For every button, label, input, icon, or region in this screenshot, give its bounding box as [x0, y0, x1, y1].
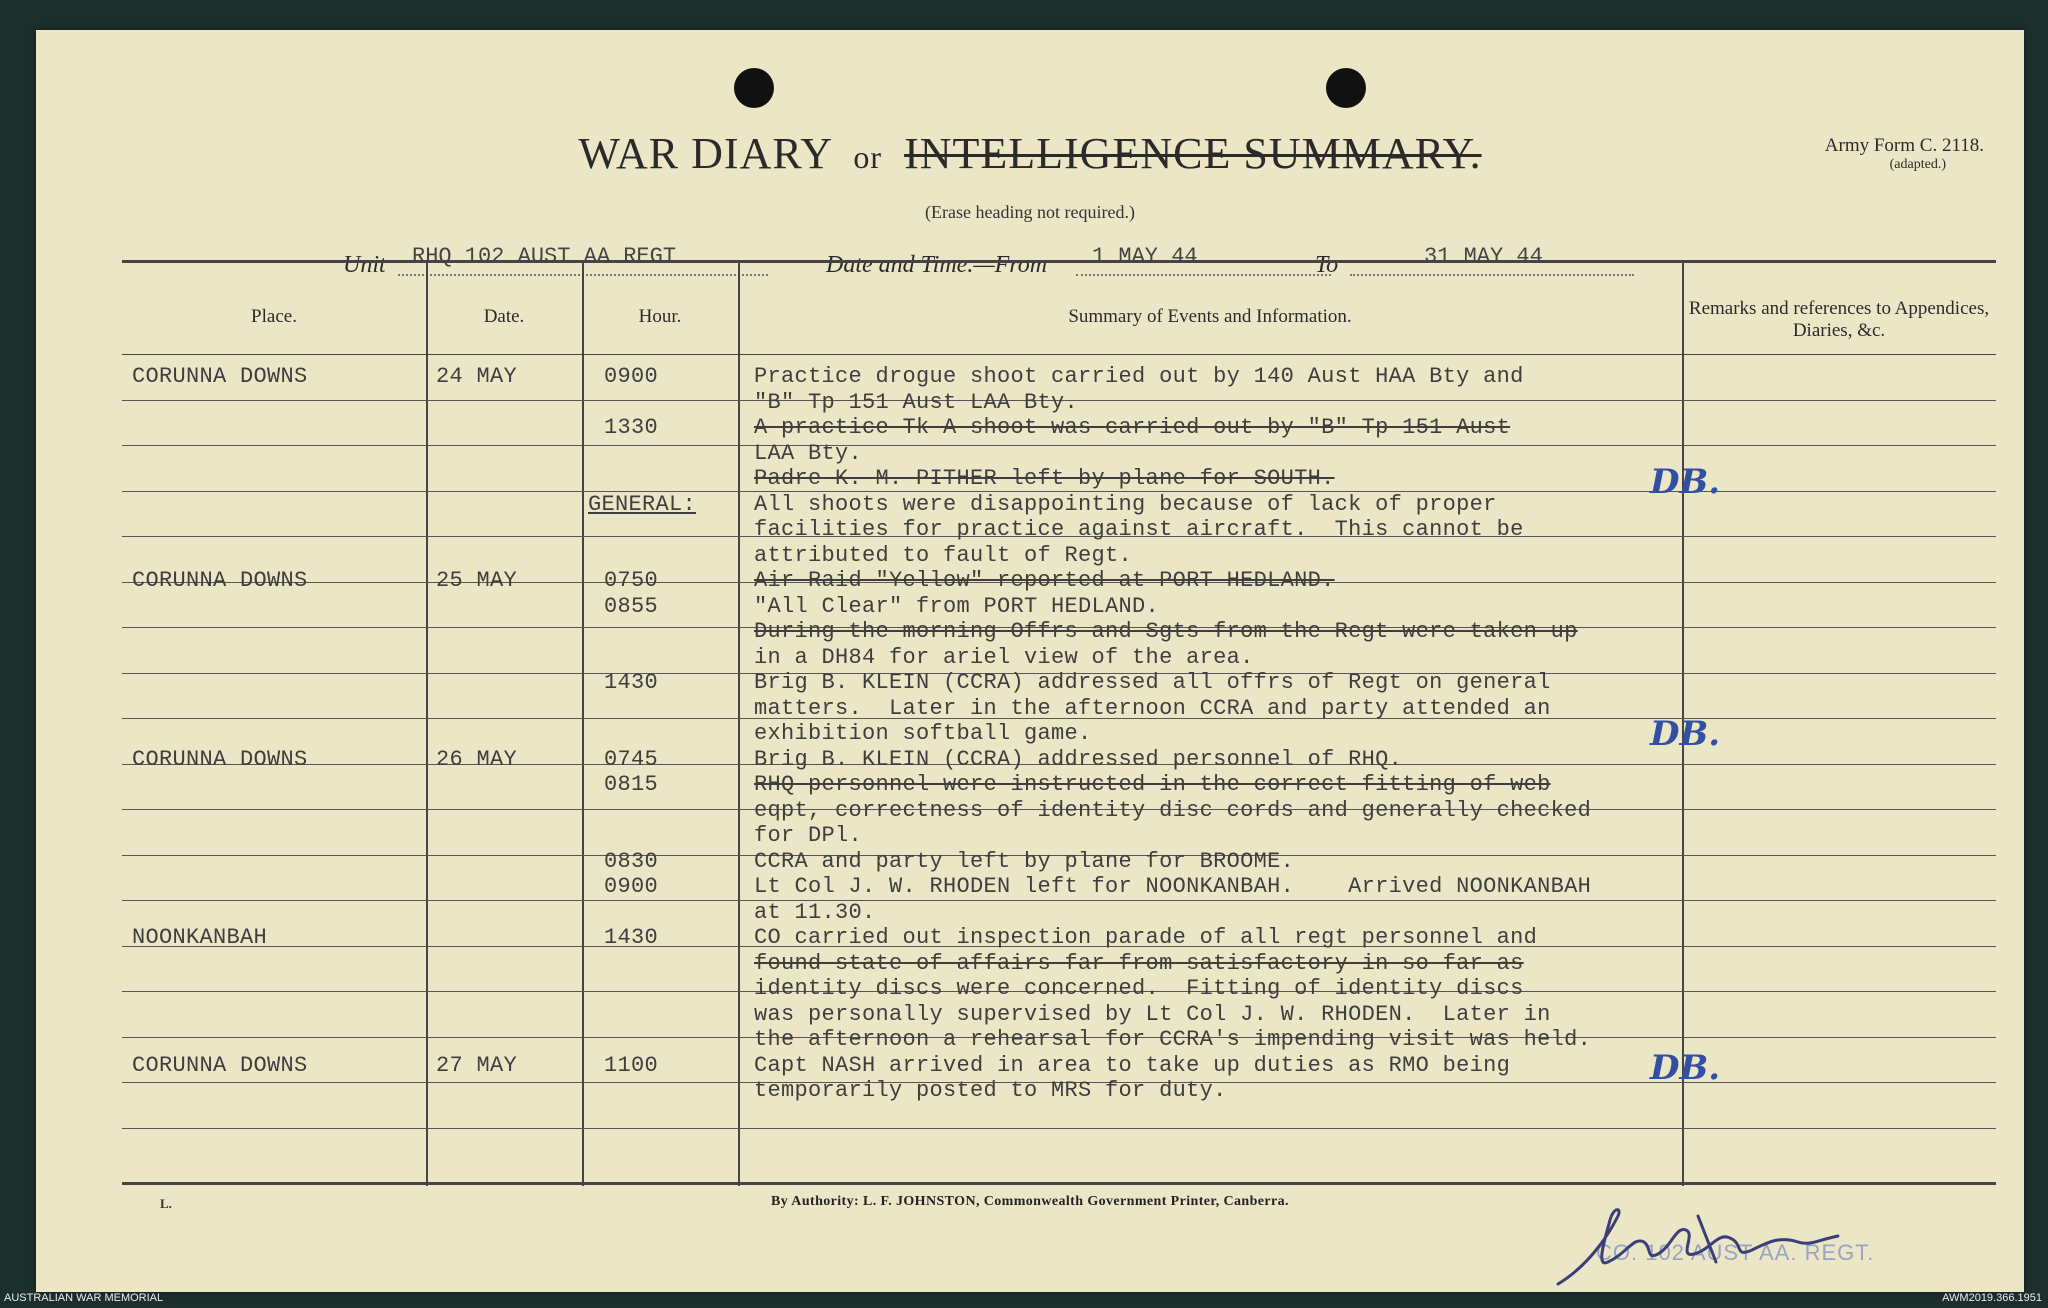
- entry-hour: 0900: [604, 364, 659, 389]
- table-rule-line: [426, 1082, 582, 1083]
- punch-hole: [734, 68, 774, 108]
- printer-authority: By Authority: L. F. JOHNSTON, Commonwealth Government Printer, Canberra.: [771, 1194, 1289, 1209]
- entry-date: 25 MAY: [436, 568, 518, 593]
- table-rule-line: [426, 809, 582, 810]
- entry-place: CORUNNA DOWNS: [132, 1052, 308, 1078]
- entry-summary-line: in a DH84 for ariel view of the area.: [754, 644, 1254, 670]
- table-rule-line: [426, 445, 582, 446]
- entry-date: 24 MAY: [436, 364, 518, 389]
- entry-place: CORUNNA DOWNS: [132, 364, 308, 389]
- entry-place: CORUNNA DOWNS: [132, 568, 308, 593]
- table-rule-line: [122, 673, 426, 674]
- col-head-date: Date.: [483, 306, 525, 327]
- entry-summary-line: "B" Tp 151 Aust LAA Bty.: [754, 389, 1079, 415]
- entry-date: 27 MAY: [436, 1052, 518, 1078]
- entry-hour: 0750: [604, 568, 659, 593]
- table-rule-line: [122, 809, 426, 810]
- table-rule-line: [582, 718, 738, 719]
- table-rule-line: [738, 1128, 1682, 1129]
- entry-hour: 0815: [604, 772, 659, 797]
- unit-value: RHQ 102 AUST AA REGT: [412, 244, 677, 269]
- entry-summary-line: Capt NASH arrived in area to take up duties as RMO being: [754, 1052, 1511, 1078]
- entry-summary-line: for DPl.: [754, 823, 863, 848]
- entry-summary-line: facilities for practice against aircraft. This cannot be: [754, 517, 1524, 542]
- entry-summary-line: All shoots were disappointing because of lack of proper: [754, 491, 1497, 517]
- entry-summary-line: the afternoon a rehearsal for CCRA's impending visit was held.: [754, 1027, 1592, 1052]
- title-main: WAR DIARY: [578, 129, 832, 178]
- entry-summary-line: A practice Tk A shoot was carried out by "B" Tp 151 Aust: [754, 415, 1511, 440]
- entry-summary-line: LAA Bty.: [754, 440, 863, 466]
- entry-hour: 0745: [604, 746, 659, 772]
- entry-hour: 1100: [604, 1052, 659, 1078]
- table-rule-line: [1682, 764, 1996, 765]
- table-rule-line: [426, 900, 582, 901]
- entry-summary-line: found state of affairs far from satisfactory in so far as: [754, 950, 1524, 976]
- table-rule-line: [122, 1128, 426, 1129]
- unit-stamp: CO. 102 AUST AA. REGT.: [1596, 1240, 1875, 1265]
- footer-mark: L.: [160, 1196, 172, 1211]
- table-rule-line: [426, 946, 582, 947]
- unit-label: Unit: [343, 252, 386, 278]
- entry-summary-line: Air Raid "Yellow" reported at PORT HEDLAND.: [754, 568, 1335, 593]
- title-or: or: [853, 139, 883, 175]
- entry-summary-line: identity discs were concerned. Fitting of identity discs: [754, 976, 1524, 1001]
- head-rule: [122, 354, 1996, 355]
- form-id: Army Form C. 2118.: [1824, 135, 1984, 156]
- entry-summary-line: eqpt, correctness of identity disc cords and generally checked: [754, 797, 1592, 823]
- entry-summary-line: attributed to fault of Regt.: [754, 542, 1133, 568]
- table-rule-line: [582, 900, 738, 901]
- table-rule-line: [426, 1037, 582, 1038]
- entry-hour: 1330: [604, 415, 659, 440]
- table-rule-line: [1682, 1037, 1996, 1038]
- table-rule-line: [122, 991, 426, 992]
- entry-date: 26 MAY: [436, 746, 518, 772]
- entry-summary-line: Brig B. KLEIN (CCRA) addressed personnel of RHQ.: [754, 746, 1403, 772]
- entry-hour: 0900: [604, 874, 659, 899]
- table-rule-line: [582, 1128, 738, 1129]
- table-rule-line: [738, 900, 1682, 901]
- table-rule-line: [582, 536, 738, 537]
- table-rule-line: [582, 1037, 738, 1038]
- table-rule-line: [122, 491, 426, 492]
- table-rule-line: [582, 809, 738, 810]
- entry-summary-line: "All Clear" from PORT HEDLAND.: [754, 593, 1160, 619]
- entry-place: NOONKANBAH: [132, 925, 268, 950]
- initials-mark: DB.: [1650, 1048, 1721, 1088]
- table-rule-line: [426, 491, 582, 492]
- table-rule-line: [426, 536, 582, 537]
- table-rule-line: [1682, 1128, 1996, 1129]
- table-rule-line: [1682, 946, 1996, 947]
- table-rule-line: [1682, 673, 1996, 674]
- table-rule-line: [122, 855, 426, 856]
- col-head-hour: Hour.: [638, 306, 682, 327]
- entry-summary-line: was personally supervised by Lt Col J. W. RHODEN. Later in: [754, 1001, 1551, 1027]
- table-rule-line: [1682, 445, 1996, 446]
- table-rule-line: [1682, 900, 1996, 901]
- table-rule-line: [582, 627, 738, 628]
- page-title: [36, 128, 2024, 179]
- table-rule-line: [1682, 1082, 1996, 1083]
- entry-hour: 0855: [604, 593, 659, 619]
- title-struck: INTELLIGENCE SUMMARY.: [904, 129, 1482, 178]
- table-bottom-rule: [122, 1182, 1996, 1185]
- col-head-remarks: Remarks and references to Appendices, Diaries, &c.: [1688, 298, 1990, 341]
- table-rule-line: [582, 445, 738, 446]
- table-rule-line: [582, 1082, 738, 1083]
- table-rule-line: [1682, 855, 1996, 856]
- table-rule-line: [122, 445, 426, 446]
- signature-scribble: [1548, 1196, 1848, 1296]
- table-rule-line: [122, 536, 426, 537]
- table-rule-line: [1682, 491, 1996, 492]
- entry-summary-line: RHQ personnel were instructed in the correct fitting of web: [754, 772, 1551, 797]
- entry-summary-line: Brig B. KLEIN (CCRA) addressed all offrs of Regt on general: [754, 670, 1551, 695]
- entry-summary-line: CCRA and party left by plane for BROOME.: [754, 848, 1295, 874]
- table-rule-line: [738, 445, 1682, 446]
- table-rule-line: [1682, 718, 1996, 719]
- table-rule-line: [426, 855, 582, 856]
- table-rule-line: [122, 1037, 426, 1038]
- col-head-place: Place.: [251, 306, 297, 327]
- table-rule-line: [122, 627, 426, 628]
- entry-summary-line: at 11.30.: [754, 899, 876, 925]
- table-rule-line: [122, 718, 426, 719]
- entry-summary-line: temporarily posted to MRS for duty.: [754, 1078, 1227, 1103]
- entry-hour: GENERAL:: [588, 491, 697, 517]
- caption-left: AUSTRALIAN WAR MEMORIAL: [4, 1292, 164, 1304]
- table-rule-line: [426, 627, 582, 628]
- date-to: 31 MAY 44: [1424, 244, 1543, 269]
- entry-summary-line: CO carried out inspection parade of all regt personnel and: [754, 925, 1538, 950]
- table-rule-line: [426, 1128, 582, 1129]
- table-rule-line: [122, 1082, 426, 1083]
- table-rule-line: [426, 673, 582, 674]
- entry-hour: 0830: [604, 848, 659, 874]
- initials-mark: DB.: [1650, 462, 1721, 502]
- punch-hole: [1326, 68, 1366, 108]
- table-rule-line: [1682, 991, 1996, 992]
- table-rule-line: [426, 991, 582, 992]
- to-label: To: [1315, 252, 1339, 278]
- table-rule-line: [426, 400, 582, 401]
- table-rule-line: [122, 900, 426, 901]
- entry-summary-line: exhibition softball game.: [754, 721, 1092, 746]
- diary-sheet: [36, 30, 2024, 1292]
- entry-place: CORUNNA DOWNS: [132, 746, 308, 772]
- table-rule-line: [122, 400, 426, 401]
- table-rule-line: [582, 400, 738, 401]
- table-rule-line: [582, 991, 738, 992]
- col-head-summary: Summary of Events and Information.: [1068, 306, 1352, 327]
- table-top-rule: [122, 260, 1996, 263]
- entry-summary-line: Lt Col J. W. RHODEN left for NOONKANBAH. Arrived NOONKANBAH: [754, 874, 1592, 899]
- table-rule-line: [1682, 536, 1996, 537]
- table-rule-line: [1682, 809, 1996, 810]
- table-rule-line: [1682, 582, 1996, 583]
- entry-summary-line: matters. Later in the afternoon CCRA and party attended an: [754, 695, 1551, 721]
- table-rule-line: [426, 718, 582, 719]
- caption-right: AWM2019.366.1951: [1942, 1292, 2042, 1304]
- initials-mark: DB.: [1650, 714, 1721, 754]
- entry-hour: 1430: [604, 670, 659, 695]
- table-rule-line: [1682, 400, 1996, 401]
- entry-summary-line: Practice drogue shoot carried out by 140 Aust HAA Bty and: [754, 364, 1524, 389]
- date-label: Date and Time.—From: [826, 252, 1048, 278]
- entry-hour: 1430: [604, 925, 659, 950]
- date-from: 1 MAY 44: [1092, 244, 1198, 269]
- entry-summary-line: Padre K. M. PITHER left by plane for SOUTH.: [754, 466, 1335, 491]
- army-form-id: [1825, 134, 1984, 172]
- form-sub: (adapted.): [1889, 157, 1946, 172]
- erase-note: (Erase heading not required.): [925, 202, 1135, 222]
- table-rule-line: [1682, 627, 1996, 628]
- entry-summary-line: During the morning Offrs and Sgts from the Regt were taken up: [754, 619, 1578, 644]
